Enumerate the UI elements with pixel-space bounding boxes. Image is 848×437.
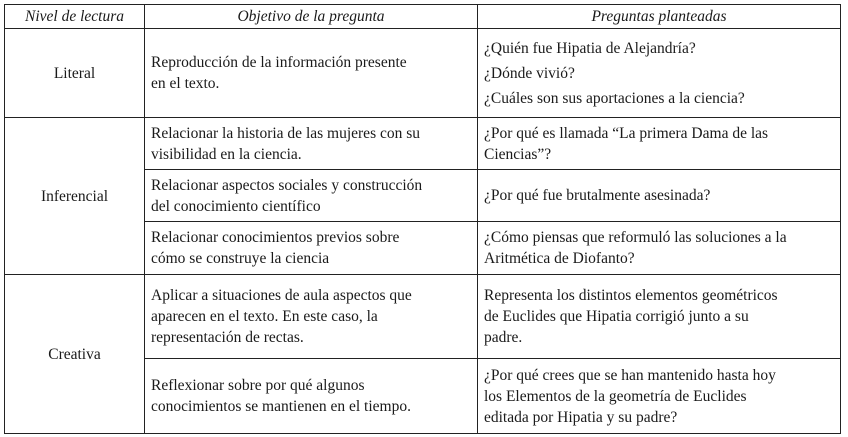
question-text: ¿Cuáles son sus aportaciones a la ciencia? xyxy=(484,89,745,107)
objective-cell xyxy=(145,118,478,170)
questions-cell xyxy=(478,170,841,222)
question-text: ¿Dónde vivió? xyxy=(484,64,575,82)
header-objective: Objetivo de la pregunta xyxy=(145,5,478,29)
objective-text: Reproducción de la información presente en el texto. xyxy=(151,54,407,92)
table-row xyxy=(5,275,841,359)
question-text: ¿Cómo piensas que reformuló las soluciones a la Aritmética de Diofanto? xyxy=(484,229,787,267)
reading-levels-table xyxy=(4,4,841,434)
questions-cell xyxy=(478,359,841,434)
header-questions: Preguntas planteadas xyxy=(478,5,841,29)
objective-text: Aplicar a situaciones de aula aspectos que aparecen en el texto. En este caso, la representación de rectas. xyxy=(151,287,412,346)
questions-cell xyxy=(478,29,841,118)
objective-text: Reflexionar sobre por qué algunos conocimientos se mantienen en el tiempo. xyxy=(151,377,411,415)
objective-cell xyxy=(145,275,478,359)
level-creativa: Creativa xyxy=(5,275,145,434)
questions-cell xyxy=(478,275,841,359)
questions-cell xyxy=(478,118,841,170)
objective-text: Relacionar la historia de las mujeres con su visibilidad en la ciencia. xyxy=(151,124,421,163)
question-text: ¿Quién fue Hipatia de Alejandría? xyxy=(484,39,696,57)
objective-cell xyxy=(145,359,478,434)
objective-cell xyxy=(145,222,478,275)
header-row xyxy=(5,5,841,29)
question-text: ¿Por qué es llamada “La primera Dama de las Ciencias”? xyxy=(484,124,769,163)
table-row xyxy=(5,118,841,170)
header-level: Nivel de lectura xyxy=(5,5,145,29)
objective-cell xyxy=(145,29,478,118)
objective-cell xyxy=(145,170,478,222)
question-text: Representa los distintos elementos geométricos de Euclides que Hipatia corrigió junto a su padre. xyxy=(484,287,778,346)
question-text: ¿Por qué crees que se han mantenido hasta hoy los Elementos de la geometría de Euclides editada por Hipatia y su padre? xyxy=(484,366,776,426)
questions-cell xyxy=(478,222,841,275)
level-literal: Literal xyxy=(5,29,145,118)
objective-text: Relacionar conocimientos previos sobre cómo se construye la ciencia xyxy=(151,229,400,267)
level-inferencial: Inferencial xyxy=(5,118,145,275)
question-text: ¿Por qué fue brutalmente asesinada? xyxy=(484,187,711,204)
objective-text: Relacionar aspectos sociales y construcción del conocimiento científico xyxy=(151,176,423,215)
table-row xyxy=(5,29,841,118)
